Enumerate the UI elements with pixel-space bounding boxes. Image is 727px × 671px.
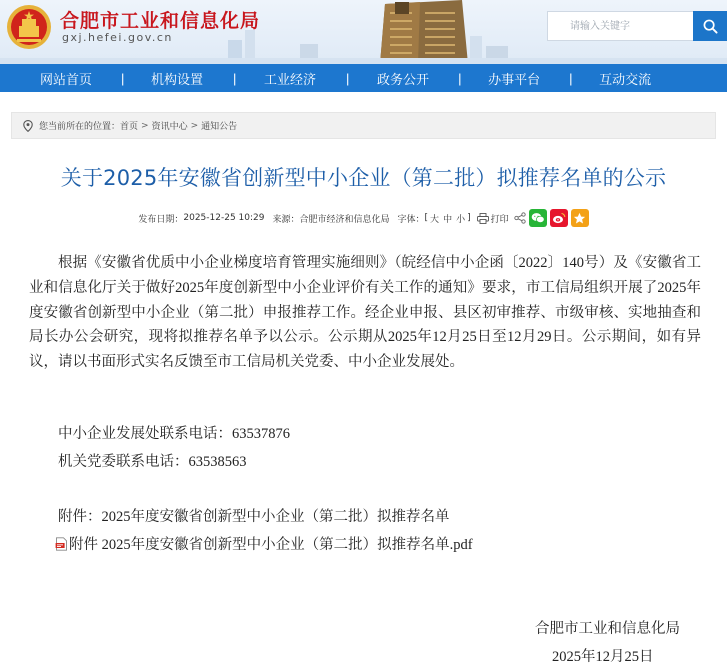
breadcrumb-home[interactable]: 首页 bbox=[120, 122, 139, 132]
signature-date: 2025年12月25日 bbox=[552, 649, 654, 665]
site-header bbox=[0, 0, 727, 64]
breadcrumb-news-center[interactable]: 资讯中心 bbox=[151, 122, 188, 132]
share-weibo-button[interactable] bbox=[550, 209, 568, 227]
share-icon[interactable] bbox=[514, 212, 526, 224]
search-box bbox=[547, 11, 693, 41]
nav-separator: | bbox=[121, 70, 125, 86]
search-button[interactable] bbox=[693, 11, 727, 41]
signature-organization: 合肥市工业和信息化局 bbox=[535, 621, 680, 637]
source-value: 合肥市经济和信息化局 bbox=[299, 214, 390, 225]
print-label: 打印 bbox=[490, 214, 509, 225]
breadcrumb-prefix: 您当前所在的位置： bbox=[39, 122, 121, 132]
attachment-label: 附件：2025年度安徽省创新型中小企业（第二批）拟推荐名单 bbox=[58, 509, 450, 525]
star-icon bbox=[573, 212, 586, 225]
location-pin-icon bbox=[23, 120, 33, 132]
nav-item-home[interactable]: 网站首页 bbox=[40, 72, 93, 88]
article-paragraph: 根据《安徽省优质中小企业梯度培育管理实施细则》（皖经信中小企函〔2022〕140号）及《安徽省工业和信息化厅关于做好2025年度创新型中小企业评价有关工作的通知》要求，市工信局组织开展了2025年度安徽省创新型中小企业（第二批）申报推荐工作。经企业申报、县区初审推荐、市级审核、实地抽查和局长办公会研究，现将拟推荐名单予以公示。公示期从2025年12月25日至12月29日。公示期间，如有异议，请以书面形式实名反馈至市工信局机关党委、中小企业发展处。 bbox=[29, 255, 701, 371]
font-size-label: 字体： bbox=[397, 214, 425, 225]
search-icon bbox=[703, 19, 718, 34]
article-title: 关于2025年安徽省创新型中小企业（第二批）拟推荐名单的公示 bbox=[60, 166, 667, 190]
site-name[interactable]: 合肥市工业和信息化局 bbox=[60, 10, 261, 32]
search-input[interactable] bbox=[548, 12, 693, 40]
article-meta bbox=[0, 208, 727, 228]
breadcrumb bbox=[11, 112, 716, 139]
nav-item-government-affairs[interactable]: 政务公开 bbox=[377, 72, 430, 88]
nav-item-industrial-economy[interactable]: 工业经济 bbox=[264, 72, 317, 88]
nav-item-organization[interactable]: 机构设置 bbox=[151, 72, 204, 88]
main-nav bbox=[0, 64, 727, 92]
share-wechat-button[interactable] bbox=[529, 209, 547, 227]
source-label: 来源： bbox=[272, 214, 300, 225]
nav-separator: | bbox=[569, 70, 573, 86]
publish-date: 2025-12-25 10:29 bbox=[183, 213, 265, 223]
font-size-bracket-close: ] bbox=[467, 213, 471, 223]
wechat-icon bbox=[531, 212, 545, 224]
nav-item-interaction[interactable]: 互动交流 bbox=[599, 72, 652, 88]
nav-item-service-platform[interactable]: 办事平台 bbox=[488, 72, 541, 88]
nav-separator: | bbox=[458, 70, 462, 86]
weibo-icon bbox=[552, 212, 566, 224]
site-domain: gxj.hefei.gov.cn bbox=[62, 31, 173, 44]
breadcrumb-separator: > bbox=[190, 120, 199, 131]
print-button[interactable] bbox=[477, 212, 509, 225]
contact-sme-phone: 中小企业发展处联系电话：63537876 bbox=[58, 426, 290, 442]
font-size-bracket-open: [ bbox=[424, 213, 429, 223]
pdf-file-icon bbox=[55, 537, 68, 551]
emblem-logo[interactable] bbox=[6, 4, 52, 50]
attachment-pdf-name: 附件 2025年度安徽省创新型中小企业（第二批）拟推荐名单.pdf bbox=[69, 537, 473, 553]
breadcrumb-notices[interactable]: 通知公告 bbox=[201, 122, 238, 132]
nav-separator: | bbox=[346, 70, 350, 86]
nav-separator: | bbox=[233, 70, 237, 86]
publish-date-label: 发布日期： bbox=[138, 214, 184, 225]
breadcrumb-separator: > bbox=[141, 120, 149, 131]
font-size-large[interactable]: 大 bbox=[430, 214, 440, 225]
font-size-medium[interactable]: 中 bbox=[443, 214, 453, 225]
print-icon bbox=[477, 213, 489, 224]
font-size-small[interactable]: 小 bbox=[456, 214, 466, 225]
favorite-button[interactable] bbox=[571, 209, 589, 227]
attachment-pdf-link[interactable] bbox=[55, 533, 473, 554]
contact-party-phone: 机关党委联系电话：63538563 bbox=[58, 454, 247, 470]
